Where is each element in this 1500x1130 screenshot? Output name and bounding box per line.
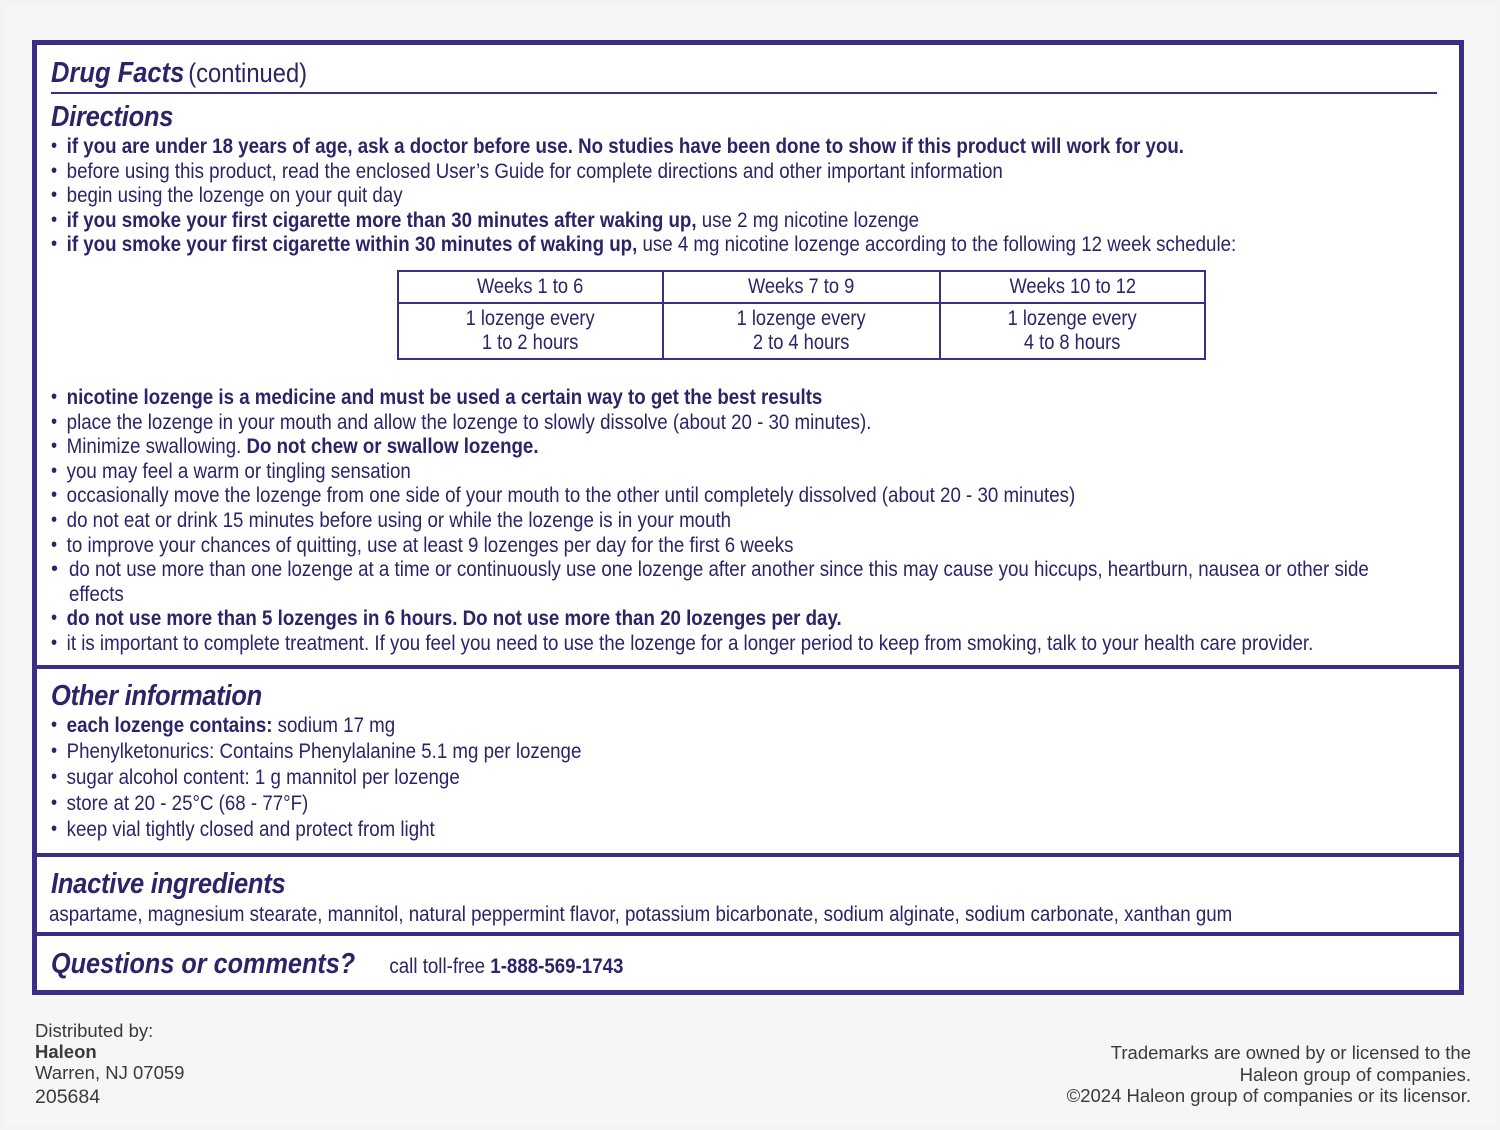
questions-heading: Questions or comments? <box>51 948 356 980</box>
directions-section <box>37 100 1459 257</box>
direction-item: • do not use more than 5 lozenges in 6 hours. Do not use more than 20 lozenges per day. <box>51 606 1264 631</box>
direction-item: • if you are under 18 years of age, ask a doctor before use. No studies have been done to show if this product will work for you. <box>51 134 1264 159</box>
schedule-header-cell: Weeks 7 to 9 <box>663 271 940 303</box>
drug-facts-panel <box>32 40 1464 995</box>
phone-number: 1-888-569-1743 <box>490 954 624 978</box>
product-code: 205684 <box>35 1086 101 1108</box>
schedule-dose-cell: 1 lozenge every 2 to 4 hours <box>663 303 940 359</box>
section-divider <box>37 665 1459 669</box>
distributor-address: Warren, NJ 07059 <box>35 1062 185 1083</box>
directions-continued <box>37 385 1459 656</box>
inactive-ingredients-text: aspartame, magnesium stearate, mannitol, natural peppermint flavor, potassium bicarbonate, sodium alginate, sodium carbonate, xanthan gum <box>49 902 1233 926</box>
direction-item: • to improve your chances of quitting, use at least 9 lozenges per day for the first 6 weeks <box>51 533 1264 558</box>
direction-item: • place the lozenge in your mouth and allow the lozenge to slowly dissolve (about 20 - 30 minutes). <box>51 410 1264 435</box>
inactive-ingredients-section <box>37 867 1459 927</box>
directions-list-bottom <box>51 385 1445 656</box>
section-divider <box>37 932 1459 936</box>
other-information-section <box>37 679 1459 842</box>
info-item: • store at 20 - 25°C (68 - 77°F) <box>51 790 1264 816</box>
schedule-dose-cell: 1 lozenge every 1 to 2 hours <box>398 303 663 359</box>
direction-item: • you may feel a warm or tingling sensation <box>51 459 1264 484</box>
direction-item: • begin using the lozenge on your quit day <box>51 183 1264 208</box>
section-divider <box>37 853 1459 857</box>
inactive-ingredients-heading: Inactive ingredients <box>51 868 286 900</box>
info-item: • each lozenge contains: sodium 17 mg <box>51 712 1264 738</box>
distributor-info <box>35 1020 184 1108</box>
directions-heading: Directions <box>51 101 174 133</box>
direction-item: • if you smoke your first cigarette more than 30 minutes after waking up, use 2 mg nicotine lozenge <box>51 208 1264 233</box>
trademark-line: Trademarks are owned by or licensed to the <box>1110 1042 1471 1063</box>
direction-item: • if you smoke your first cigarette within 30 minutes of waking up, use 4 mg nicotine lozenge according to the following 12 week schedule: <box>51 232 1264 257</box>
direction-item: • it is important to complete treatment. If you feel you need to use the lozenge for a longer period to keep from smoking, talk to your health care provider. <box>51 631 1264 656</box>
info-item: • Phenylketonurics: Contains Phenylalanine 5.1 mg per lozenge <box>51 738 1264 764</box>
continued-label: (continued) <box>188 58 308 88</box>
questions-section <box>37 947 1459 981</box>
questions-line <box>51 947 1264 981</box>
title-rule <box>51 92 1437 94</box>
other-information-list <box>51 712 1445 842</box>
distributed-by-label: Distributed by: <box>35 1020 154 1041</box>
direction-item: • nicotine lozenge is a medicine and must be used a certain way to get the best results <box>51 385 1264 410</box>
schedule-dose-row <box>398 303 1205 359</box>
schedule-header-cell: Weeks 10 to 12 <box>940 271 1205 303</box>
direction-item-continuation: • Minimize swallowing. Do not chew or swallow lozenge. <box>51 434 1264 459</box>
schedule-header-row <box>398 271 1205 303</box>
direction-item: • do not eat or drink 15 minutes before using or while the lozenge is in your mouth <box>51 508 1264 533</box>
trademark-line: Haleon group of companies. <box>1239 1063 1471 1085</box>
copyright-line: ©2024 Haleon group of companies or its licensor. <box>1066 1085 1471 1106</box>
direction-item: • before using this product, read the enclosed User’s Guide for complete directions and other important information <box>51 159 1264 184</box>
directions-list-top <box>51 134 1445 257</box>
distributor-company: Haleon <box>35 1041 97 1062</box>
other-information-heading: Other information <box>51 680 263 712</box>
info-item: • sugar alcohol content: 1 g mannitol per lozenge <box>51 764 1264 790</box>
schedule-header-cell: Weeks 1 to 6 <box>398 271 663 303</box>
trademark-notice <box>1067 1042 1471 1107</box>
dosing-schedule-table <box>397 270 1206 360</box>
drug-facts-heading: Drug Facts <box>51 57 185 89</box>
schedule-dose-cell: 1 lozenge every 4 to 8 hours <box>940 303 1205 359</box>
direction-item: • do not use more than one lozenge at a time or continuously use one lozenge after another since this may cause you hiccups, heartburn, nausea or other side effects <box>51 557 1445 606</box>
info-item: • keep vial tightly closed and protect from light <box>51 816 1264 842</box>
drug-facts-title <box>51 57 307 90</box>
call-label: call toll-free <box>389 954 486 978</box>
direction-item: • occasionally move the lozenge from one side of your mouth to the other until completely dissolved (about 20 - 30 minutes) <box>51 483 1264 508</box>
